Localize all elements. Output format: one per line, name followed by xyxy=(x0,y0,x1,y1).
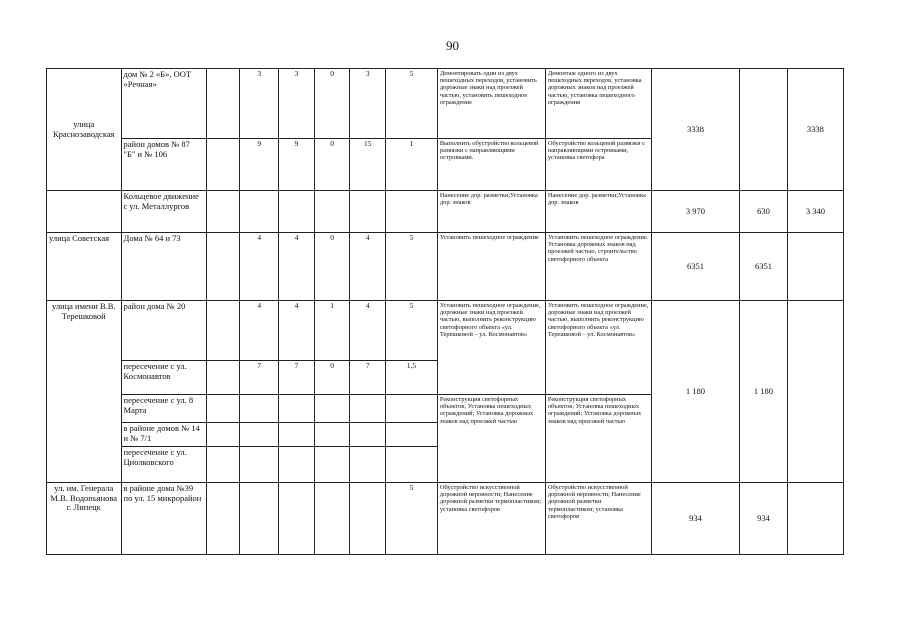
funding-cell: 3 340 xyxy=(787,191,843,233)
funding-cell: 934 xyxy=(740,483,788,555)
executed-work-cell: Обустройство искусственной дорожной неровности; Нанесение дорожной разметки термопластиком; установка светофоров xyxy=(545,483,651,555)
table-row xyxy=(47,233,844,301)
planned-work-cell: Установить пешеходное ограждение xyxy=(437,233,545,301)
value-cell: 4 xyxy=(279,233,315,301)
planned-work-cell: Выполнить обустройство кольцевой развязки с направляющими островками. xyxy=(437,139,545,191)
value-cell: 0 xyxy=(314,69,350,139)
location-cell: район дома № 20 xyxy=(121,301,206,361)
funding-cell: 3338 xyxy=(787,69,843,191)
street-name: улица Красноэаводская xyxy=(47,69,122,191)
executed-work-cell: Установить пешеходное ограждение, дорожные знаки над проезжей частью, выполнить реконструкцию светофорного объекта «ул. Терешковой – ул. Космонавтов» xyxy=(545,301,651,395)
value-cell: 0 xyxy=(314,361,350,395)
value-cell: 5 xyxy=(386,483,438,555)
planned-work-cell: Установить пешеходное ограждение, дорожные знаки над проезжей частью, выполнить реконструкцию светофорного объекта «ул. Терешковой – ул. Космонавтов» xyxy=(437,301,545,395)
value-cell: 9 xyxy=(240,139,279,191)
value-cell: 4 xyxy=(279,301,315,361)
planned-work-cell: Обустройство искусственной дорожной неровности; Нанесение дорожной разметки термопластиком; установка светофоров xyxy=(437,483,545,555)
table-row xyxy=(47,301,844,361)
measures-table xyxy=(46,68,844,555)
location-cell: пересечение с ул. Космонавтов xyxy=(121,361,206,395)
total-cost-cell: 3 970 xyxy=(651,191,740,233)
value-cell: 9 xyxy=(279,139,315,191)
value-cell: 4 xyxy=(350,233,386,301)
value-cell: 4 xyxy=(350,301,386,361)
executed-work-cell: Нанесение дор. разметки;Установка дор. знаков xyxy=(545,191,651,233)
street-name: улица имени В.В. Терешковой xyxy=(47,301,122,483)
total-cost-cell: 3338 xyxy=(651,69,740,191)
location-cell: пересечение с ул. 8 Марта xyxy=(121,395,206,423)
value-cell: 4 xyxy=(240,301,279,361)
funding-cell: 6351 xyxy=(740,233,788,301)
executed-work-cell: Установить пешеходное ограждение. Установка дорожных знаков над проезжей частью, строительство светофорного объекта xyxy=(545,233,651,301)
executed-work-cell: Обустройство кольцевой развязки с направляющими островками, установка светофора xyxy=(545,139,651,191)
value-cell: 4 xyxy=(240,233,279,301)
location-cell: Кольцевое движение с ул. Металлургов xyxy=(121,191,206,233)
value-cell: 3 xyxy=(350,69,386,139)
location-cell: пересечение с ул. Циолковского xyxy=(121,447,206,483)
value-cell: 7 xyxy=(240,361,279,395)
total-cost-cell: 6351 xyxy=(651,233,740,301)
total-cost-cell: 934 xyxy=(651,483,740,555)
executed-work-cell: Демонтаж одного из двух пешеходных переходов, установка дорожных знаков над проезжей частью, установка пешеходного ограждения xyxy=(545,69,651,139)
value-cell: 1 xyxy=(314,301,350,361)
funding-cell: 1 180 xyxy=(740,301,788,483)
page-number: 90 xyxy=(446,38,459,53)
table-row xyxy=(47,69,844,139)
planned-work-cell: Нанесение дор. разметки;Установка дор. знаков xyxy=(437,191,545,233)
funding-cell xyxy=(740,69,788,191)
street-name: улица Советская xyxy=(47,233,122,301)
value-cell: 3 xyxy=(279,69,315,139)
executed-work-cell: Реконструкция светофорных объектов; Установка пешеходных ограждений; Установка дорожных знаков над проезжей частью xyxy=(545,395,651,483)
value-cell: 7 xyxy=(279,361,315,395)
location-cell: район домов № 87 "Б" и № 106 xyxy=(121,139,206,191)
value-cell: 1,5 xyxy=(386,361,438,395)
funding-cell: 630 xyxy=(740,191,788,233)
value-cell: 7 xyxy=(350,361,386,395)
planned-work-cell: Демонтировать один из двух пешеходных переходов, установить дорожные знаки над проезжей частью, установить пешеходное ограждение xyxy=(437,69,545,139)
location-cell: в районе дома №39 по ул. 15 микрорайон xyxy=(121,483,206,555)
value-cell: 5 xyxy=(386,301,438,361)
location-cell: в районе домов № 14 и № 7/1 xyxy=(121,423,206,447)
value-cell: 0 xyxy=(314,233,350,301)
total-cost-cell: 1 180 xyxy=(651,301,740,483)
table-row xyxy=(47,191,844,233)
value-cell: 1 xyxy=(386,139,438,191)
table-row xyxy=(47,483,844,555)
value-cell: 15 xyxy=(350,139,386,191)
value-cell: 3 xyxy=(240,69,279,139)
value-cell: 0 xyxy=(314,139,350,191)
value-cell: 5 xyxy=(386,233,438,301)
street-name: ул. им. Генерала М.В. Водопьянова г. Липецк xyxy=(47,483,122,555)
value-cell: 5 xyxy=(386,69,438,139)
location-cell: Дома № 64 и 73 xyxy=(121,233,206,301)
planned-work-cell: Реконструкция светофорных объектов; Установка пешеходных ограждений; Установка дорожных знаков над проезжей частью xyxy=(437,395,545,483)
location-cell: дом № 2 «Б», ООТ «Речная» xyxy=(121,69,206,139)
